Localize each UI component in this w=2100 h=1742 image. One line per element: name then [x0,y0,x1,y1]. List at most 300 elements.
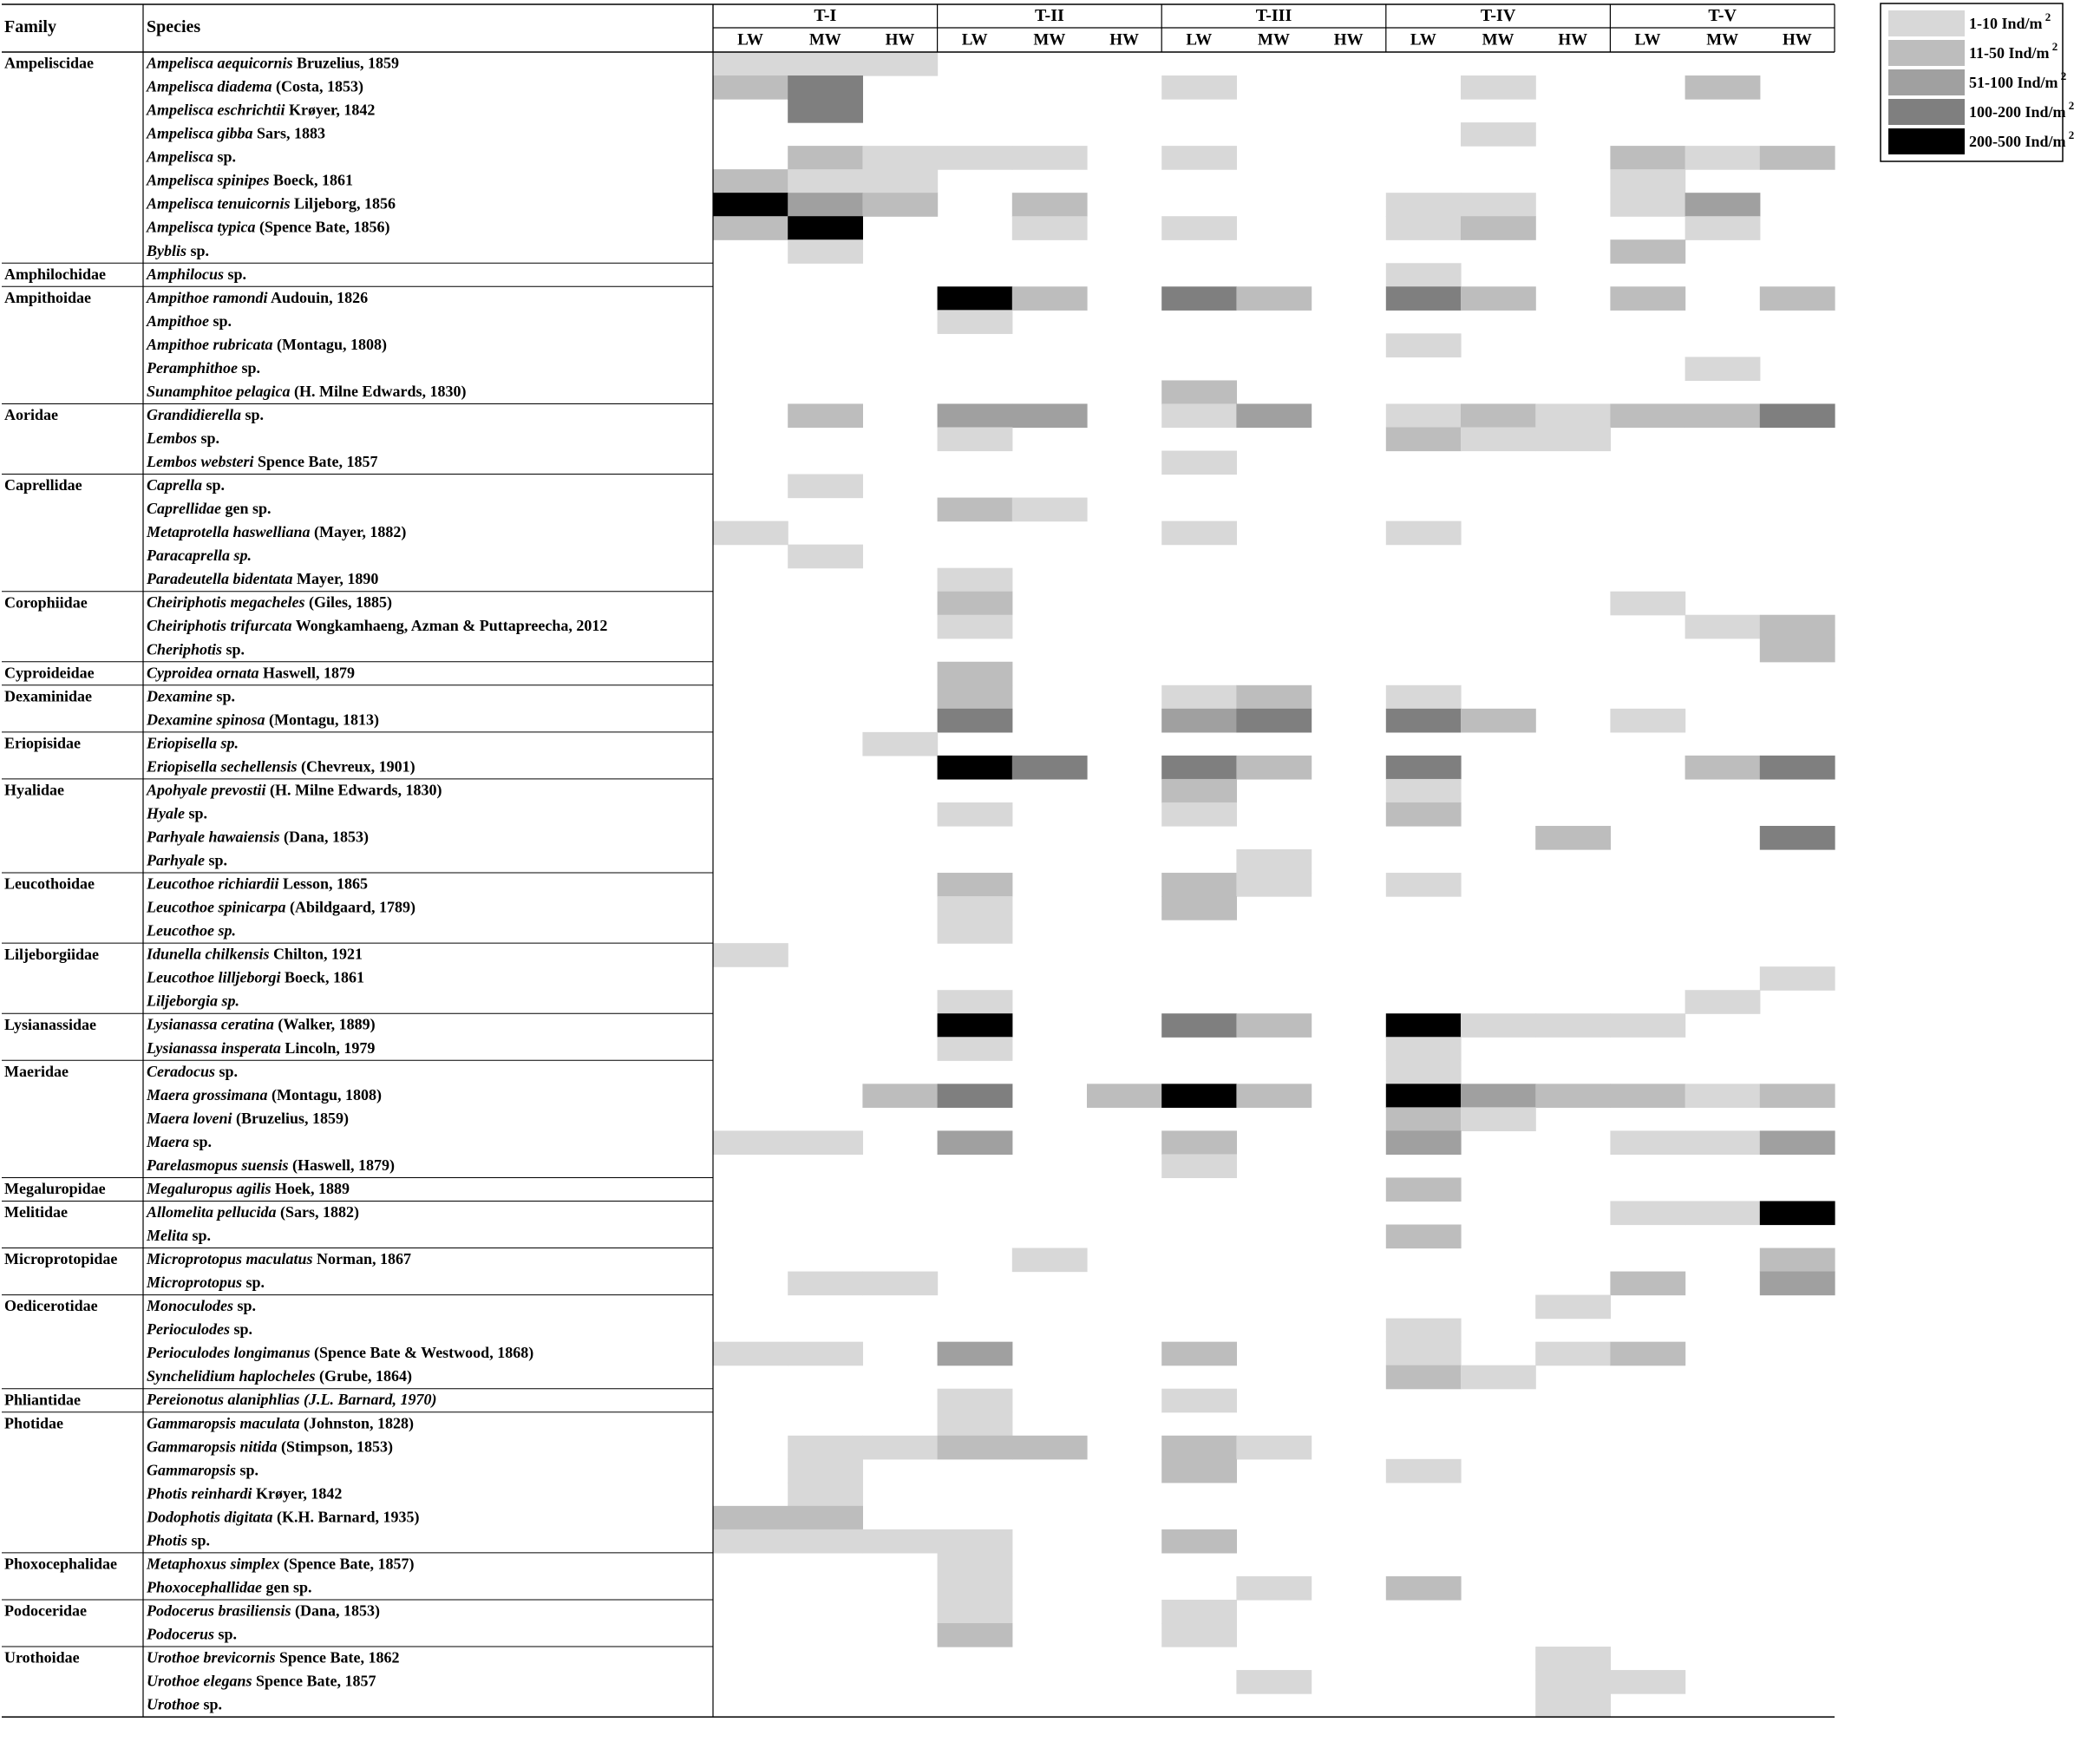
species-authority: gen sp. [221,500,271,518]
species-genus: Idunella chilkensis [147,945,270,963]
heatmap-cell [1161,75,1237,100]
species-genus: Cheiriphotis trifurcata [147,617,292,635]
heatmap-cell [1760,146,1835,170]
heatmap-cell [1685,1201,1761,1225]
table-rules [2,4,1835,1717]
heatmap-cell [1610,1013,1685,1038]
species-genus: Parelasmopus suensis [147,1156,289,1175]
heatmap-cell [1161,1459,1237,1483]
heatmap-cell [1760,286,1835,311]
species-genus: Photis [147,1531,188,1549]
heatmap-cell [1161,216,1237,240]
family-name: Photidae [4,1414,64,1432]
zone-label: HW [1558,30,1588,49]
heatmap-cell [713,216,788,240]
heatmap-cell [1461,1013,1536,1038]
species-genus: Urothoe [147,1695,200,1713]
species-genus: Peramphithoe [147,359,239,377]
heatmap-cell [938,685,1013,710]
species-genus: Caprellidae [147,500,221,518]
heatmap-cell [1685,615,1761,639]
family-name: Oedicerotidae [4,1297,98,1315]
species-name [147,1414,414,1432]
heatmap-cell [938,1037,1013,1061]
species-genus: Amphilocus [147,265,225,283]
species-name [146,523,406,541]
heatmap-cell [1012,193,1088,217]
species-name [146,1484,342,1502]
species-authority: sp. [213,147,237,166]
species-name [146,1626,237,1643]
species-authority: sp. [242,1274,265,1292]
heatmap-cell [713,75,788,100]
heatmap-cell [1161,146,1237,170]
heatmap-cell [938,1600,1013,1624]
species-name [146,805,207,822]
species-genus: Cyproidea ornata [147,664,259,682]
species-genus: Ceradocus [147,1062,216,1080]
species-authority: Spence Bate, 1857 [253,453,378,471]
species-authority: (Giles, 1885) [304,593,393,612]
heatmap-cell [713,521,788,546]
species-genus: Maera loveni [147,1110,232,1128]
legend-swatch [1888,128,1965,154]
heatmap-cell [1386,1319,1462,1343]
family-name: Cyproideidae [4,664,95,682]
heatmap-cell [1236,849,1312,874]
heatmap-cell [713,1130,788,1155]
heatmap-cell [1461,216,1536,240]
heatmap-cell [862,1436,938,1460]
species-authority: (Walker, 1889) [273,1015,376,1033]
family-name: Amphilochidae [4,265,107,283]
heatmap-cell [938,1553,1013,1577]
species-authority: sp. [189,1133,213,1151]
species-name [146,922,236,940]
heatmap-cell [1161,1600,1237,1624]
species-genus: Ampelisca spinipes [147,171,270,189]
legend-swatch [1888,10,1965,36]
heatmap-cell [1535,403,1611,428]
species-name [146,1509,420,1527]
species-genus: Paradeutella bidentata [147,570,293,588]
heatmap-cell [1535,1670,1611,1694]
heatmap-cell [938,802,1013,827]
species-genus: Hyale [147,804,185,822]
species-header: Species [147,17,201,37]
heatmap-cell [1685,1130,1761,1155]
heatmap-cell [1161,709,1237,733]
family-name: Urothoidae [4,1648,80,1667]
species-name [147,476,225,494]
heatmap-cells [713,52,1835,1718]
heatmap-cell [1161,779,1237,803]
heatmap-cell [788,1436,863,1460]
species-genus: Maera grossimana [147,1085,268,1103]
heatmap-cell [938,1412,1013,1437]
heatmap-cell [1461,1084,1536,1108]
heatmap-cell [1461,75,1536,100]
species-authority: sp. [215,1062,239,1080]
heatmap-cell [1535,826,1611,850]
heatmap-cell [1236,1576,1312,1601]
species-name [146,946,363,963]
species-name [146,219,389,237]
zone-label: LW [1186,30,1213,49]
species-authority: (Dana, 1853) [279,828,370,846]
heatmap-cell [1685,756,1761,780]
species-name [146,852,227,869]
heatmap-cell [1461,1365,1536,1390]
species-genus: Ampithoe ramondi [147,288,268,306]
heatmap-cell [713,193,788,217]
heatmap-cell [1386,709,1462,733]
species-authority: (Spence Bate, 1856) [255,218,390,236]
heatmap-cell [1236,709,1312,733]
species-authority: (Montagu, 1808) [267,1085,383,1103]
family-name: Lysianassidae [4,1015,97,1033]
heatmap-cell [713,169,788,193]
family-name: Maeridae [4,1062,69,1080]
species-name [146,289,368,306]
heatmap-cell [713,1529,788,1554]
species-genus: Lysianassa ceratina [147,1015,274,1033]
species-name [146,1180,350,1197]
zone-label: LW [1634,30,1661,49]
species-genus: Synchelidium haplocheles [147,1367,316,1385]
heatmap-cell [938,896,1013,920]
species-name [146,1555,415,1574]
zone-label: MW [1706,30,1739,49]
species-authority: Krøyer, 1842 [285,101,376,119]
species-name [146,828,369,847]
species-genus: Perioculodes longimanus [147,1344,311,1362]
species-authority: sp. [236,1461,259,1479]
species-genus: Ampelisca eschrichtii [147,101,285,119]
heatmap-cell [862,1272,938,1296]
species-name [146,1344,533,1362]
heatmap-cell [938,592,1013,616]
species-genus: Paracaprella sp. [147,547,252,565]
heatmap-cell [938,1389,1013,1413]
heatmap-cell [1161,685,1237,710]
heatmap-cell [1161,403,1237,428]
species-genus: Dexamine spinosa [147,711,265,729]
heatmap-cell [1386,779,1462,803]
species-authority: Krøyer, 1842 [252,1484,343,1503]
species-authority: sp. [209,311,232,330]
species-authority: (Sars, 1882) [276,1203,359,1221]
species-authority: (Mayer, 1882) [310,523,407,541]
species-genus: Parhyale hawaiensis [147,828,280,846]
zone-label: LW [737,30,764,49]
heatmap-cell [938,498,1013,522]
species-authority: (H. Milne Edwards, 1830) [290,383,467,401]
species-authority: sp. [214,1625,238,1643]
heatmap-cell [1685,403,1761,428]
heatmap-cell [938,427,1013,451]
heatmap-cell [1236,1013,1312,1038]
species-authority: sp. [233,1297,257,1315]
heatmap-cell [1161,451,1237,475]
species-authority: sp. [202,476,226,494]
heatmap-cell [1386,1342,1462,1366]
heatmap-cell [1012,1436,1088,1460]
species-authority: Spence Bate, 1857 [252,1672,376,1690]
heatmap-cell [1386,802,1462,827]
species-name [146,1297,256,1314]
heatmap-cell [1386,286,1462,311]
family-name: Liljeborgiidae [4,945,99,963]
species-authority: Liljeborg, 1856 [290,194,396,213]
species-genus: Perioculodes [147,1320,230,1339]
legend-swatch [1888,69,1965,95]
heatmap-cell [788,146,863,170]
heatmap-cell [1685,216,1761,240]
species-genus: Ampelisca gibba [147,124,253,142]
species-name [146,195,396,213]
species-name [146,875,368,893]
heatmap-cell [788,99,863,123]
transect-label: T-V [1708,6,1737,26]
heatmap-cell [788,75,863,100]
heatmap-cell [1161,521,1237,546]
species-genus: Eriopisella sp. [147,734,239,752]
heatmap-cell [1386,193,1462,217]
heatmap-cell [938,1436,1013,1460]
heatmap-cell [1012,756,1088,780]
species-genus: Caprella [147,476,203,494]
heatmap-cell [713,943,788,967]
heatmap-cell [1236,403,1312,428]
heatmap-cell [938,662,1013,686]
heatmap-cell [1386,1459,1462,1483]
species-name [146,735,239,752]
transect-label: T-I [814,6,837,26]
heatmap-cell [1535,1342,1611,1366]
heatmap-cell [713,1506,788,1530]
heatmap-cell [1161,1154,1237,1178]
species-authority: Boeck, 1861 [269,171,354,189]
species-authority: (Spence Bate & Westwood, 1868) [310,1344,534,1362]
heatmap-cell [1161,802,1237,827]
species-authority: (Montagu, 1813) [265,711,380,729]
heatmap-cell [1760,826,1835,850]
species-name [147,1437,393,1456]
heatmap-cell [788,1272,863,1296]
transect-label: T-II [1035,6,1064,26]
heatmap-cell [1535,1013,1611,1038]
species-name [146,336,387,354]
heatmap-cell [1012,286,1088,311]
species-authority: (K.H. Barnard, 1935) [272,1508,420,1526]
species-name [146,1391,437,1409]
species-genus: Byblis [147,241,187,259]
species-authority: Chilton, 1921 [269,945,363,963]
species-authority: sp. [187,1531,211,1549]
species-name [147,500,271,517]
heatmap-cell [1685,990,1761,1014]
heatmap-cell [1535,1693,1611,1718]
species-genus: Allomelita pellucida [147,1203,277,1221]
species-genus: Microprotopus maculatus [147,1250,313,1268]
zone-label: HW [1783,30,1812,49]
heatmap-cell [1610,1201,1685,1225]
heatmap-cell [1685,193,1761,217]
heatmap-cell [1386,521,1462,546]
heatmap-cell [1610,239,1685,264]
species-genus: Leucothoe lilljeborgi [147,968,281,986]
legend-swatch [1888,40,1965,66]
family-name: Eriopisidae [4,734,82,752]
species-genus: Maera [147,1133,189,1151]
heatmap-cell [1161,380,1237,404]
species-genus: Ampelisca [147,147,213,166]
heatmap-cell [1610,1130,1685,1155]
heatmap-cell [788,475,863,499]
species-authority: sp. [230,1320,253,1339]
heatmap-cell [1760,1248,1835,1273]
species-genus: Liljeborgia sp. [147,992,239,1010]
species-authority: sp. [205,851,228,869]
species-authority: (Bruzelius, 1859) [232,1110,349,1128]
species-genus: Sunamphitoe pelagica [147,383,291,401]
species-authority: sp. [222,640,245,658]
heatmap-cell [1610,193,1685,217]
species-name [146,547,252,564]
species-name [146,687,235,704]
species-genus: Ampelisca aequicornis [147,54,293,72]
heatmap-cell [1386,1060,1462,1084]
species-name [147,383,467,401]
heatmap-cell [1161,1529,1237,1554]
species-genus: Dexamine [147,687,213,705]
species-genus: Metaprotella haswelliana [147,523,311,541]
species-name [146,1086,382,1104]
species-name [147,1063,238,1080]
species-name [147,1696,222,1713]
heatmap-cell [1685,357,1761,381]
species-genus: Urothoe elegans [147,1672,252,1690]
species-name [146,1016,376,1034]
zone-label: HW [885,30,915,49]
heatmap-cell [1760,1130,1835,1155]
species-name [146,1156,395,1175]
heatmap-cell [938,146,1013,170]
zone-label: HW [1109,30,1139,49]
species-genus: Photis reinhardi [147,1484,252,1503]
family-name: Megaluropidae [4,1180,106,1198]
heatmap-cell [788,1130,863,1155]
species-genus: Ampithoe [147,311,210,330]
species-authority: (Johnston, 1828) [299,1414,415,1432]
heatmap-cell [788,545,863,569]
heatmap-cell [1386,756,1462,780]
species-genus: Podocerus brasiliensis [147,1601,291,1620]
heatmap-cell [1161,1342,1237,1366]
heatmap-cell [1685,146,1761,170]
heatmap-cell [713,1342,788,1366]
heatmap-cell [788,1459,863,1483]
species-authority: (Dana, 1853) [291,1601,381,1620]
heatmap-cell [938,310,1013,334]
legend-label: 100-200 Ind/m $^2$ [1969,98,2075,121]
species-authority: (H. Milne Edwards, 1830) [265,781,442,799]
species-authority: Norman, 1867 [312,1250,412,1268]
heatmap-cell [1161,756,1237,780]
heatmap-cell [1461,1107,1536,1131]
species-name [146,453,378,470]
species-genus: Microprotopus [147,1274,243,1292]
species-authority: (Stimpson, 1853) [277,1437,394,1456]
heatmap-cell [1386,1225,1462,1249]
family-header: Family [4,17,56,37]
species-authority: Hoek, 1889 [271,1180,350,1198]
species-genus: Eriopisella sechellensis [147,757,298,776]
species-genus: Ampelisca tenuicornis [147,194,291,213]
heatmap-cell [1610,1272,1685,1296]
heatmap-cell [788,193,863,217]
heatmap-cell [1760,639,1835,663]
heatmap-cell [938,1529,1013,1554]
family-name: Microprotopidae [4,1250,118,1268]
species-genus: Urothoe brevicornis [147,1648,276,1667]
family-name: Dexaminidae [4,687,92,705]
legend [1881,3,2074,161]
species-genus: Dodophotis digitata [147,1508,273,1526]
heatmap-cell [938,1084,1013,1108]
species-name [146,1532,210,1549]
heatmap-cell [1161,1436,1237,1460]
zone-label: MW [1258,30,1290,49]
heatmap-cell [1236,756,1312,780]
heatmap-cell [938,615,1013,639]
heatmap-cell [1610,169,1685,193]
heatmap-cell [1535,1647,1611,1671]
heatmap-cell [1386,427,1462,451]
heatmap-cell [862,169,938,193]
heatmap-cell [938,1342,1013,1366]
heatmap-cell [1236,873,1312,897]
species-authority: (Haswell, 1879) [288,1156,396,1175]
species-name [146,429,219,447]
heatmap-cell [788,403,863,428]
legend-label: 200-500 Ind/m $^2$ [1969,128,2075,151]
family-name: Aoridae [4,406,58,424]
heatmap-cell [1535,427,1611,451]
heatmap-cell [1386,1365,1462,1390]
species-name [146,312,232,330]
heatmap-cell [1236,286,1312,311]
heatmap-cell [1386,263,1462,287]
species-name [147,640,245,658]
heatmap-cell [1161,1013,1237,1038]
species-genus: Lembos [147,429,197,448]
species-genus: Apohyale prevostii [147,781,266,799]
species-name [146,570,378,587]
heatmap-cell [1461,193,1536,217]
species-authority: Lesson, 1865 [278,874,369,893]
species-name [147,1461,258,1478]
heatmap-cell [1760,615,1835,639]
species-genus: Phoxocephallidae [147,1578,262,1596]
family-name: Hyalidae [4,781,65,799]
legend-label: 1-10 Ind/m $^2$ [1969,10,2051,33]
species-authority: (Spence Bate, 1857) [279,1555,415,1573]
species-authority: sp. [224,265,247,283]
heatmap-cell [1012,216,1088,240]
heatmap-cell [1610,1670,1685,1694]
